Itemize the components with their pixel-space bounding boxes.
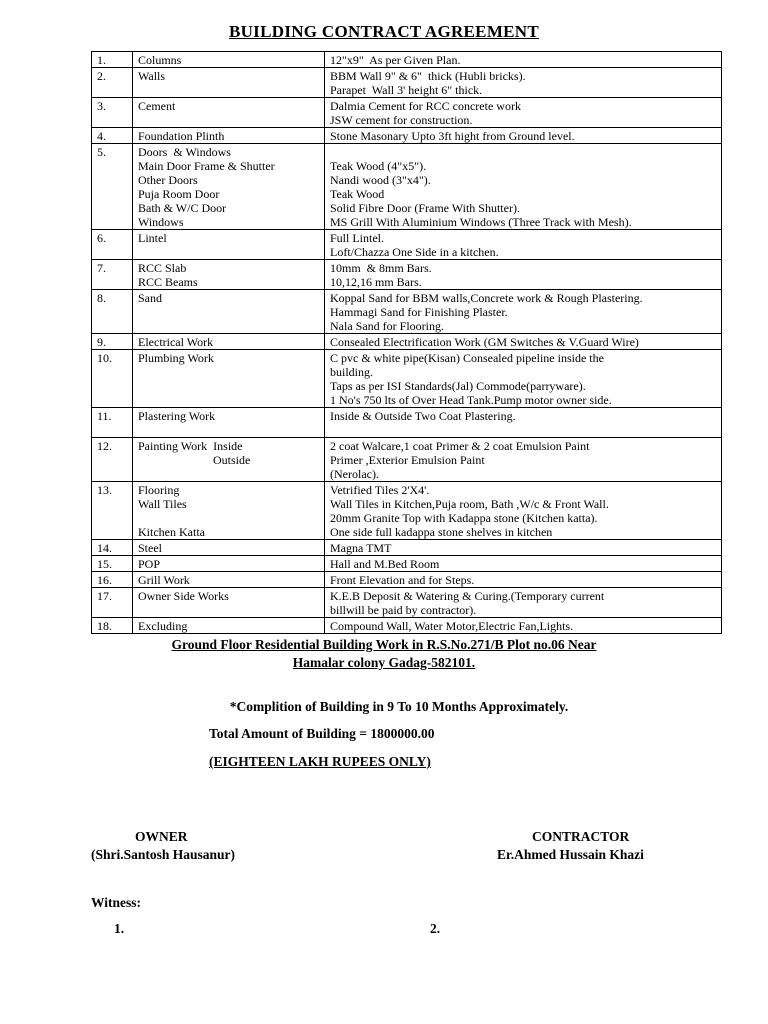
- item-line: Other Doors: [138, 173, 198, 187]
- row-number: 17.: [92, 588, 133, 618]
- table-row: [92, 68, 722, 98]
- witness-1: 1.: [114, 921, 125, 936]
- row-detail: [325, 98, 722, 128]
- detail-line: Full Lintel.: [330, 231, 384, 245]
- detail-line: Front Elevation and for Steps.: [330, 573, 475, 587]
- row-item: [133, 128, 325, 144]
- total-amount: Total Amount of Building = 1800000.00: [209, 726, 435, 741]
- item-line: Doors & Windows: [138, 145, 231, 159]
- row-item: [133, 408, 325, 438]
- detail-line: building.: [330, 365, 374, 379]
- detail-line: Primer ,Exterior Emulsion Paint: [330, 453, 485, 467]
- table-row: [92, 230, 722, 260]
- item-line: Puja Room Door: [138, 187, 220, 201]
- owner-label: OWNER: [135, 829, 188, 844]
- item-line: RCC Slab: [138, 261, 187, 275]
- row-detail: [325, 290, 722, 334]
- item-line: Flooring: [138, 483, 180, 497]
- row-detail: [325, 408, 722, 438]
- item-line: Lintel: [138, 231, 167, 245]
- row-detail: [325, 260, 722, 290]
- table-row: [92, 334, 722, 350]
- detail-line: Nala Sand for Flooring.: [330, 319, 444, 333]
- detail-line: Hall and M.Bed Room: [330, 557, 440, 571]
- row-item: [133, 350, 325, 408]
- detail-line: Teak Wood: [330, 187, 385, 201]
- row-detail: [325, 540, 722, 556]
- row-detail: [325, 52, 722, 68]
- detail-line: Consealed Electrification Work (GM Switches & V.Guard Wire): [330, 335, 639, 349]
- detail-line: K.E.B Deposit & Watering & Curing.(Temporary current: [330, 589, 605, 603]
- row-number: 11.: [92, 408, 133, 438]
- item-line: Foundation Plinth: [138, 129, 225, 143]
- item-line: Steel: [138, 541, 162, 555]
- row-detail: [325, 556, 722, 572]
- detail-line: MS Grill With Aluminium Windows (Three Track with Mesh).: [330, 215, 632, 229]
- table-row: [92, 482, 722, 540]
- row-item: [133, 144, 325, 230]
- item-line: Sand: [138, 291, 162, 305]
- table-row: [92, 350, 722, 408]
- detail-line: 1 No's 750 lts of Over Head Tank.Pump motor owner side.: [330, 393, 612, 407]
- item-line: Walls: [138, 69, 166, 83]
- item-line: RCC Beams: [138, 275, 198, 289]
- item-line: Electrical Work: [138, 335, 214, 349]
- row-item: [133, 540, 325, 556]
- row-detail: [325, 350, 722, 408]
- detail-line: Vetrified Tiles 2'X4'.: [330, 483, 430, 497]
- row-item: [133, 260, 325, 290]
- item-line: Wall Tiles: [138, 497, 187, 511]
- row-item: [133, 588, 325, 618]
- table-row: [92, 128, 722, 144]
- table-row: [92, 260, 722, 290]
- detail-line: Taps as per ISI Standards(Jal) Commode(parryware).: [330, 379, 586, 393]
- item-line: Outside: [138, 453, 251, 467]
- row-number: 16.: [92, 572, 133, 588]
- row-item: [133, 438, 325, 482]
- row-item: [133, 230, 325, 260]
- item-line: Grill Work: [138, 573, 190, 587]
- site-address-line-2: Hamalar colony Gadag-582101.: [292, 655, 476, 670]
- row-number: 7.: [92, 260, 133, 290]
- row-number: 9.: [92, 334, 133, 350]
- item-line: Windows: [138, 215, 184, 229]
- item-line: Plumbing Work: [138, 351, 214, 365]
- table-row: [92, 556, 722, 572]
- detail-line: Magna TMT: [330, 541, 392, 555]
- row-detail: [325, 482, 722, 540]
- detail-line: 10mm & 8mm Bars.: [330, 261, 432, 275]
- row-item: [133, 68, 325, 98]
- item-line: Main Door Frame & Shutter: [138, 159, 275, 173]
- row-item: [133, 98, 325, 128]
- item-line: Owner Side Works: [138, 589, 229, 603]
- table-row: [92, 572, 722, 588]
- row-number: 1.: [92, 52, 133, 68]
- item-line: Columns: [138, 53, 182, 67]
- witness-2: 2.: [430, 921, 441, 936]
- detail-line: One side full kadappa stone shelves in kitchen: [330, 525, 553, 539]
- row-number: 3.: [92, 98, 133, 128]
- detail-line: 12"x9" As per Given Plan.: [330, 53, 461, 67]
- specification-table: [91, 51, 722, 634]
- detail-line: billwill be paid by contractor).: [330, 603, 477, 617]
- row-item: [133, 556, 325, 572]
- detail-line: Koppal Sand for BBM walls,Concrete work & Rough Plastering.: [330, 291, 643, 305]
- site-address-line-1: Ground Floor Residential Building Work in R.S.No.271/B Plot no.06 Near: [171, 637, 597, 652]
- detail-line: Dalmia Cement for RCC concrete work: [330, 99, 521, 113]
- row-number: 2.: [92, 68, 133, 98]
- row-item: [133, 572, 325, 588]
- contractor-label: CONTRACTOR: [532, 829, 630, 844]
- completion-note: *Complition of Building in 9 To 10 Months Approximately.: [229, 699, 569, 714]
- row-item: [133, 618, 325, 634]
- table-row: [92, 408, 722, 438]
- document-title: BUILDING CONTRACT AGREEMENT: [228, 22, 540, 41]
- row-detail: [325, 438, 722, 482]
- row-detail: [325, 144, 722, 230]
- row-detail: [325, 230, 722, 260]
- table-row: [92, 438, 722, 482]
- row-item: [133, 334, 325, 350]
- table-row: [92, 144, 722, 230]
- detail-line: 20mm Granite Top with Kadappa stone (Kitchen katta).: [330, 511, 598, 525]
- table-row: [92, 618, 722, 634]
- row-item: [133, 52, 325, 68]
- detail-line: JSW cement for construction.: [330, 113, 473, 127]
- row-number: 6.: [92, 230, 133, 260]
- row-number: 15.: [92, 556, 133, 572]
- detail-line: (Nerolac).: [330, 467, 379, 481]
- table-row: [92, 588, 722, 618]
- row-detail: [325, 334, 722, 350]
- row-detail: [325, 68, 722, 98]
- row-item: [133, 482, 325, 540]
- detail-line: [330, 423, 716, 437]
- item-line: Kitchen Katta: [138, 525, 205, 539]
- row-number: 4.: [92, 128, 133, 144]
- witness-label: Witness:: [91, 895, 142, 910]
- detail-line: 2 coat Walcare,1 coat Primer & 2 coat Emulsion Paint: [330, 439, 590, 453]
- item-line: POP: [138, 557, 161, 571]
- detail-line: Loft/Chazza One Side in a kitchen.: [330, 245, 499, 259]
- row-number: 13.: [92, 482, 133, 540]
- item-line: Excluding: [138, 619, 188, 633]
- table-row: [92, 98, 722, 128]
- row-number: 18.: [92, 618, 133, 634]
- detail-line: Compound Wall, Water Motor,Electric Fan,Lights.: [330, 619, 574, 633]
- row-number: 12.: [92, 438, 133, 482]
- detail-line: Teak Wood (4"x5").: [330, 159, 427, 173]
- row-number: 5.: [92, 144, 133, 230]
- table-row: [92, 540, 722, 556]
- detail-line: Parapet Wall 3' height 6" thick.: [330, 83, 483, 97]
- detail-line: [330, 145, 716, 159]
- detail-line: BBM Wall 9" & 6" thick (Hubli bricks).: [330, 69, 526, 83]
- item-line: Cement: [138, 99, 176, 113]
- row-detail: [325, 618, 722, 634]
- table-row: [92, 290, 722, 334]
- row-number: 14.: [92, 540, 133, 556]
- detail-line: Nandi wood (3"x4").: [330, 173, 431, 187]
- item-line: Bath & W/C Door: [138, 201, 227, 215]
- row-detail: [325, 572, 722, 588]
- row-item: [133, 290, 325, 334]
- detail-line: Stone Masonary Upto 3ft hight from Ground level.: [330, 129, 575, 143]
- row-number: 8.: [92, 290, 133, 334]
- amount-in-words: (EIGHTEEN LAKH RUPEES ONLY): [209, 754, 431, 769]
- contractor-name: Er.Ahmed Hussain Khazi: [497, 847, 644, 862]
- row-number: 10.: [92, 350, 133, 408]
- detail-line: Wall Tiles in Kitchen,Puja room, Bath ,W/c & Front Wall.: [330, 497, 609, 511]
- owner-name: (Shri.Santosh Hausanur): [91, 847, 236, 862]
- row-detail: [325, 128, 722, 144]
- detail-line: Inside & Outside Two Coat Plastering.: [330, 409, 516, 423]
- item-line: Plastering Work: [138, 409, 216, 423]
- detail-line: C pvc & white pipe(Kisan) Consealed pipeline inside the: [330, 351, 604, 365]
- detail-line: Hammagi Sand for Finishing Plaster.: [330, 305, 508, 319]
- detail-line: 10,12,16 mm Bars.: [330, 275, 422, 289]
- detail-line: Solid Fibre Door (Frame With Shutter).: [330, 201, 520, 215]
- row-detail: [325, 588, 722, 618]
- item-line: Painting Work Inside: [138, 439, 243, 453]
- table-row: [92, 52, 722, 68]
- item-line: [138, 511, 319, 525]
